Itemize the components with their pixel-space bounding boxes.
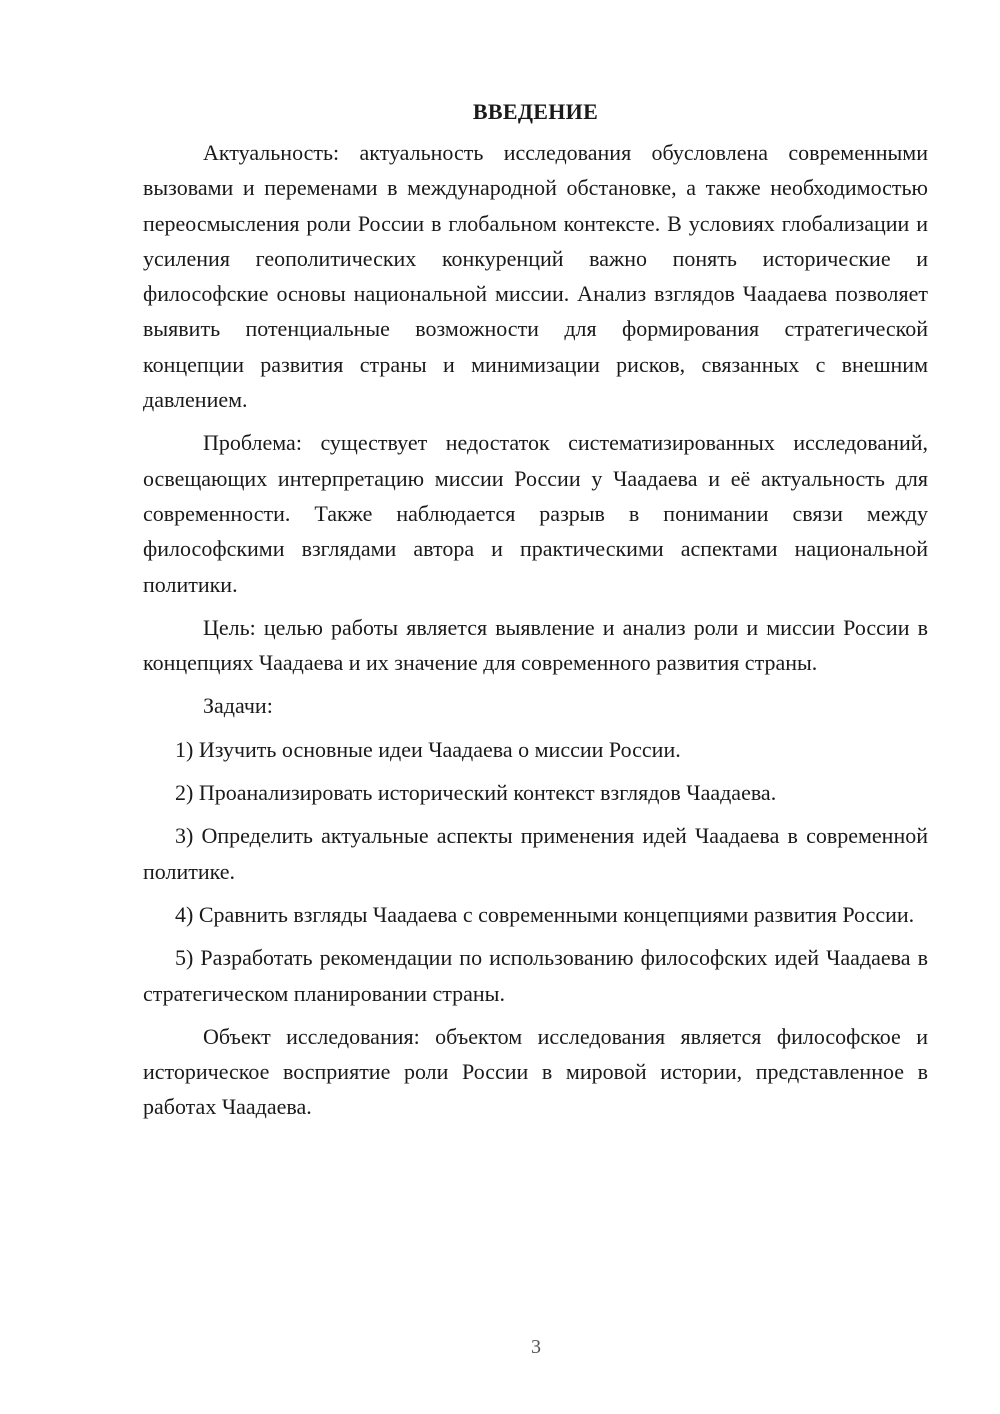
goal-paragraph: Цель: целью работы является выявление и анализ роли и миссии России в концепциях Чаадаева и их значение для современного развития страны. bbox=[143, 614, 928, 676]
task-item-5: 5) Разработать рекомендации по использованию философских идей Чаадаева в стратегическом планировании страны. bbox=[143, 945, 928, 1006]
task-item-3: 3) Определить актуальные аспекты применения идей Чаадаева в современной политике. bbox=[143, 823, 928, 884]
section-heading: ВВЕДЕНИЕ bbox=[472, 99, 599, 124]
task-item-4: 4) Сравнить взгляды Чаадаева с современными концепциями развития России. bbox=[175, 901, 915, 927]
tasks-heading: Задачи: bbox=[203, 693, 273, 719]
page-content bbox=[143, 94, 928, 1133]
page-number: 3 bbox=[531, 1336, 541, 1358]
problem-paragraph: Проблема: существует недостаток систематизированных исследований, освещающих интерпретацию миссии России у Чаадаева и её актуальность для современности. Также наблюдается разрыв в понимании связи между философскими взглядами автора и практическими аспектами национальной политики. bbox=[143, 430, 928, 597]
task-item-1: 1) Изучить основные идеи Чаадаева о миссии России. bbox=[175, 736, 681, 762]
relevance-paragraph: Актуальность: актуальность исследования обусловлена современными вызовами и переменами в международной обстановке, а также необходимостью переосмысления роли России в глобальном контексте. В условиях глобализации и усиления геополитических конкуренций важно понять исторические и философские основы национальной миссии. Анализ взглядов Чаадаева позволяет выявить потенциальные возможности для формирования стратегической концепции развития страны и минимизации рисков, связанных с внешним давлением. bbox=[143, 140, 928, 413]
task-item-2: 2) Проанализировать исторический контекст взглядов Чаадаева. bbox=[175, 780, 777, 806]
object-paragraph: Объект исследования: объектом исследования является философское и историческое восприятие роли России в мировой истории, представленное в работах Чаадаева. bbox=[143, 1023, 928, 1120]
